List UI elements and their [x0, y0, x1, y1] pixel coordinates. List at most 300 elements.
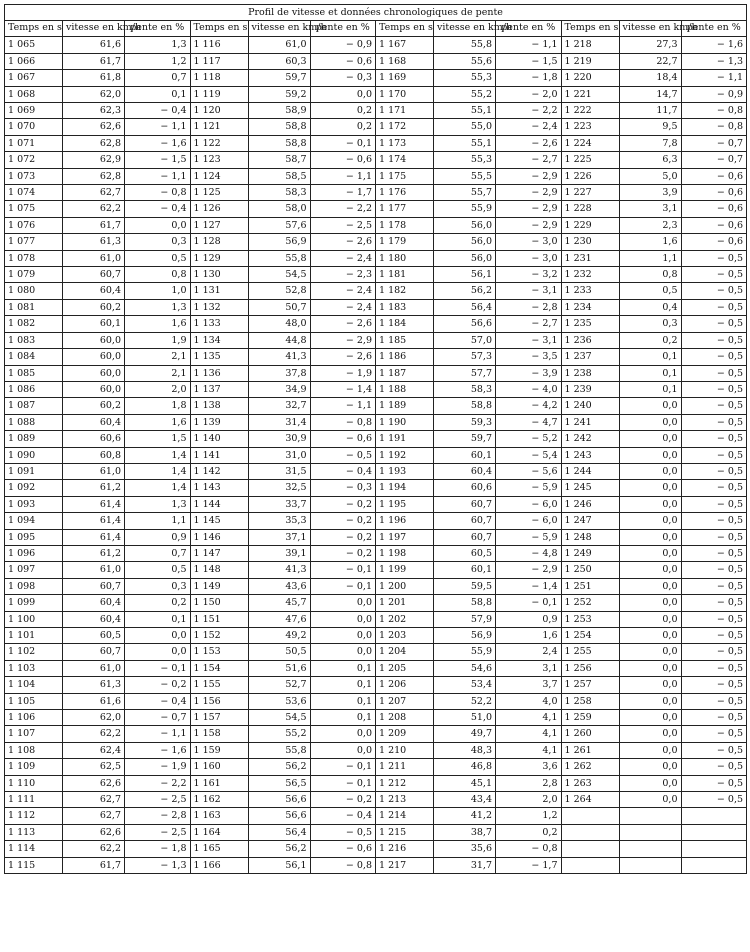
grade-cell: − 2,3	[310, 267, 376, 283]
speed-cell: 61,7	[63, 857, 125, 873]
header-time-3: Temps en s	[376, 21, 434, 37]
grade-cell	[681, 824, 747, 840]
speed-cell: 0,0	[619, 710, 681, 726]
table-row	[5, 414, 747, 430]
time-cell: 1 214	[376, 808, 434, 824]
speed-cell: 11,7	[619, 103, 681, 119]
speed-cell: 61,2	[63, 480, 125, 496]
time-cell: 1 128	[190, 234, 248, 250]
time-cell: 1 173	[376, 135, 434, 151]
header-speed-2: vitesse en km/h	[248, 21, 310, 37]
time-cell: 1 244	[561, 463, 619, 479]
table-row	[5, 135, 747, 151]
speed-cell: 53,6	[248, 693, 310, 709]
time-cell: 1 099	[5, 595, 63, 611]
time-cell: 1 104	[5, 677, 63, 693]
speed-cell: 0,0	[619, 562, 681, 578]
grade-cell: − 0,5	[681, 447, 747, 463]
speed-cell: 0,1	[619, 381, 681, 397]
speed-cell: 62,8	[63, 135, 125, 151]
time-cell: 1 133	[190, 316, 248, 332]
speed-cell: 22,7	[619, 53, 681, 69]
speed-cell: 55,9	[434, 201, 496, 217]
grade-cell: − 0,5	[681, 250, 747, 266]
time-cell: 1 129	[190, 250, 248, 266]
table-row	[5, 217, 747, 233]
speed-cell: 60,0	[63, 365, 125, 381]
speed-cell: 54,6	[434, 660, 496, 676]
time-cell: 1 259	[561, 710, 619, 726]
time-cell: 1 108	[5, 742, 63, 758]
grade-cell: − 0,9	[681, 86, 747, 102]
grade-cell: − 0,1	[310, 135, 376, 151]
time-cell: 1 070	[5, 119, 63, 135]
time-cell: 1 221	[561, 86, 619, 102]
speed-cell: 60,0	[63, 349, 125, 365]
table-row	[5, 349, 747, 365]
grade-cell: − 3,9	[496, 365, 562, 381]
grade-cell: − 0,5	[681, 267, 747, 283]
speed-cell: 0,0	[619, 644, 681, 660]
time-cell: 1 123	[190, 152, 248, 168]
grade-cell: − 1,1	[125, 119, 191, 135]
grade-cell: 4,1	[496, 726, 562, 742]
speed-cell: 55,0	[434, 119, 496, 135]
table-row	[5, 332, 747, 348]
speed-cell: 0,0	[619, 496, 681, 512]
time-cell: 1 262	[561, 759, 619, 775]
table-title: Profil de vitesse et données chronologiques de pente	[5, 5, 747, 21]
speed-cell: 49,7	[434, 726, 496, 742]
time-cell: 1 199	[376, 562, 434, 578]
grade-cell: − 0,3	[310, 70, 376, 86]
table-row	[5, 677, 747, 693]
grade-cell: − 0,5	[681, 431, 747, 447]
time-cell: 1 096	[5, 545, 63, 561]
time-cell: 1 166	[190, 857, 248, 873]
time-cell: 1 251	[561, 578, 619, 594]
table-row	[5, 792, 747, 808]
grade-cell: − 2,4	[310, 283, 376, 299]
grade-cell: − 0,4	[125, 693, 191, 709]
grade-cell: 3,1	[496, 660, 562, 676]
grade-cell: − 0,2	[125, 677, 191, 693]
grade-cell: − 0,2	[310, 545, 376, 561]
table-row	[5, 70, 747, 86]
grade-cell: − 3,1	[496, 332, 562, 348]
speed-cell: 41,3	[248, 349, 310, 365]
time-cell: 1 085	[5, 365, 63, 381]
time-cell: 1 171	[376, 103, 434, 119]
speed-cell: 58,8	[434, 595, 496, 611]
speed-cell: 59,2	[248, 86, 310, 102]
grade-cell: − 0,6	[681, 185, 747, 201]
grade-cell: − 0,5	[681, 463, 747, 479]
grade-cell: − 2,4	[496, 119, 562, 135]
speed-cell: 60,8	[63, 447, 125, 463]
speed-cell: 61,0	[63, 562, 125, 578]
speed-cell: 61,7	[63, 217, 125, 233]
grade-cell: 0,0	[125, 217, 191, 233]
speed-cell: 61,6	[63, 693, 125, 709]
time-cell: 1 202	[376, 611, 434, 627]
time-cell: 1 142	[190, 463, 248, 479]
time-cell: 1 246	[561, 496, 619, 512]
time-cell: 1 215	[376, 824, 434, 840]
time-cell: 1 220	[561, 70, 619, 86]
speed-cell: 50,7	[248, 299, 310, 315]
header-grade-2: pente en %	[310, 21, 376, 37]
speed-cell: 46,8	[434, 759, 496, 775]
grade-cell: 2,0	[496, 792, 562, 808]
grade-cell: − 0,5	[681, 316, 747, 332]
grade-cell: 0,1	[125, 611, 191, 627]
time-cell: 1 260	[561, 726, 619, 742]
grade-cell: − 1,6	[125, 742, 191, 758]
time-cell: 1 079	[5, 267, 63, 283]
grade-cell: 0,1	[125, 86, 191, 102]
speed-cell: 0,0	[619, 595, 681, 611]
time-cell: 1 253	[561, 611, 619, 627]
grade-cell: − 1,1	[310, 398, 376, 414]
time-cell: 1 141	[190, 447, 248, 463]
grade-cell: − 2,5	[310, 217, 376, 233]
time-cell: 1 077	[5, 234, 63, 250]
time-cell: 1 261	[561, 742, 619, 758]
speed-cell: 0,0	[619, 529, 681, 545]
table-row	[5, 250, 747, 266]
grade-cell: − 1,4	[496, 578, 562, 594]
time-cell: 1 185	[376, 332, 434, 348]
table-row	[5, 824, 747, 840]
grade-cell: 0,0	[310, 86, 376, 102]
table-row	[5, 37, 747, 53]
speed-cell: 37,8	[248, 365, 310, 381]
grade-cell: − 2,2	[125, 775, 191, 791]
grade-cell: 4,0	[496, 693, 562, 709]
speed-cell	[619, 808, 681, 824]
grade-cell: 0,2	[310, 119, 376, 135]
time-cell: 1 092	[5, 480, 63, 496]
time-cell: 1 201	[376, 595, 434, 611]
grade-cell: − 0,5	[681, 595, 747, 611]
document	[4, 4, 746, 874]
time-cell: 1 118	[190, 70, 248, 86]
table-row	[5, 513, 747, 529]
grade-cell: − 0,1	[310, 775, 376, 791]
grade-cell: 2,4	[496, 644, 562, 660]
speed-cell: 56,6	[248, 792, 310, 808]
table-row	[5, 119, 747, 135]
speed-cell: 31,5	[248, 463, 310, 479]
speed-cell: 56,0	[434, 250, 496, 266]
grade-cell: − 0,5	[310, 824, 376, 840]
speed-cell: 0,0	[619, 480, 681, 496]
speed-cell: 0,0	[619, 398, 681, 414]
time-cell: 1 188	[376, 381, 434, 397]
grade-cell: 0,2	[125, 595, 191, 611]
speed-cell: 61,3	[63, 677, 125, 693]
time-cell: 1 164	[190, 824, 248, 840]
grade-cell: − 1,1	[496, 37, 562, 53]
time-cell	[561, 824, 619, 840]
speed-cell: 56,2	[434, 283, 496, 299]
speed-cell: 62,2	[63, 201, 125, 217]
speed-cell: 0,0	[619, 726, 681, 742]
time-cell: 1 078	[5, 250, 63, 266]
table-row	[5, 710, 747, 726]
grade-cell: − 5,9	[496, 529, 562, 545]
table-row	[5, 316, 747, 332]
table-body	[5, 37, 747, 874]
time-cell: 1 189	[376, 398, 434, 414]
time-cell: 1 178	[376, 217, 434, 233]
speed-cell: 51,6	[248, 660, 310, 676]
speed-cell: 60,4	[63, 611, 125, 627]
table-row	[5, 168, 747, 184]
speed-cell: 1,1	[619, 250, 681, 266]
grade-cell: − 0,6	[681, 201, 747, 217]
speed-cell: 2,3	[619, 217, 681, 233]
header-time-2: Temps en s	[190, 21, 248, 37]
speed-cell: 62,6	[63, 824, 125, 840]
speed-cell: 57,9	[434, 611, 496, 627]
speed-cell: 58,8	[434, 398, 496, 414]
speed-cell: 0,0	[619, 775, 681, 791]
time-cell: 1 245	[561, 480, 619, 496]
grade-cell: − 0,5	[681, 414, 747, 430]
speed-cell: 43,6	[248, 578, 310, 594]
grade-cell: − 0,5	[681, 332, 747, 348]
speed-cell: 58,5	[248, 168, 310, 184]
time-cell: 1 172	[376, 119, 434, 135]
time-cell: 1 208	[376, 710, 434, 726]
speed-cell: 62,7	[63, 185, 125, 201]
time-cell: 1 144	[190, 496, 248, 512]
grade-cell: 1,2	[496, 808, 562, 824]
speed-cell: 56,0	[434, 234, 496, 250]
time-cell	[561, 857, 619, 873]
grade-cell: − 0,5	[681, 349, 747, 365]
header-grade-1: pente en %	[125, 21, 191, 37]
speed-cell: 58,3	[248, 185, 310, 201]
grade-cell: − 1,5	[125, 152, 191, 168]
time-cell: 1 100	[5, 611, 63, 627]
grade-cell: 0,3	[125, 234, 191, 250]
grade-cell: 1,8	[125, 398, 191, 414]
grade-cell: 1,4	[125, 480, 191, 496]
grade-cell: − 0,3	[310, 480, 376, 496]
table-row	[5, 693, 747, 709]
grade-cell: − 0,1	[310, 578, 376, 594]
speed-cell: 60,7	[63, 267, 125, 283]
time-cell: 1 247	[561, 513, 619, 529]
time-cell: 1 195	[376, 496, 434, 512]
speed-cell: 54,5	[248, 710, 310, 726]
speed-cell: 45,7	[248, 595, 310, 611]
speed-cell: 56,6	[434, 316, 496, 332]
time-cell: 1 083	[5, 332, 63, 348]
grade-cell: 1,5	[125, 431, 191, 447]
time-cell: 1 238	[561, 365, 619, 381]
time-cell: 1 223	[561, 119, 619, 135]
grade-cell: 1,3	[125, 496, 191, 512]
header-grade-3: pente en %	[496, 21, 562, 37]
speed-cell: 56,2	[248, 759, 310, 775]
grade-cell: − 2,9	[496, 562, 562, 578]
speed-cell: 45,1	[434, 775, 496, 791]
grade-cell: − 0,8	[496, 841, 562, 857]
time-cell: 1 229	[561, 217, 619, 233]
grade-cell: 0,2	[310, 103, 376, 119]
speed-cell: 0,8	[619, 267, 681, 283]
time-cell: 1 210	[376, 742, 434, 758]
speed-cell: 56,9	[434, 628, 496, 644]
time-cell: 1 207	[376, 693, 434, 709]
speed-cell: 62,0	[63, 86, 125, 102]
speed-cell: 60,7	[63, 578, 125, 594]
time-cell: 1 228	[561, 201, 619, 217]
grade-cell: 1,3	[125, 299, 191, 315]
speed-cell: 0,0	[619, 611, 681, 627]
grade-cell: − 5,6	[496, 463, 562, 479]
grade-cell: − 0,1	[496, 595, 562, 611]
speed-cell: 0,0	[619, 447, 681, 463]
speed-cell: 52,8	[248, 283, 310, 299]
speed-cell: 62,8	[63, 168, 125, 184]
speed-cell: 0,0	[619, 431, 681, 447]
grade-cell: − 0,6	[681, 168, 747, 184]
time-cell: 1 110	[5, 775, 63, 791]
grade-cell: − 0,4	[125, 103, 191, 119]
time-cell: 1 203	[376, 628, 434, 644]
grade-cell: − 1,1	[310, 168, 376, 184]
time-cell: 1 237	[561, 349, 619, 365]
time-cell: 1 082	[5, 316, 63, 332]
speed-cell: 62,2	[63, 726, 125, 742]
time-cell: 1 168	[376, 53, 434, 69]
speed-cell: 62,3	[63, 103, 125, 119]
grade-cell: 0,0	[125, 628, 191, 644]
grade-cell: 1,3	[125, 37, 191, 53]
grade-cell: 0,5	[125, 562, 191, 578]
speed-cell: 57,0	[434, 332, 496, 348]
grade-cell: 0,1	[310, 710, 376, 726]
speed-cell: 52,2	[434, 693, 496, 709]
time-cell: 1 105	[5, 693, 63, 709]
time-cell: 1 162	[190, 792, 248, 808]
grade-cell: 1,9	[125, 332, 191, 348]
grade-cell: − 0,5	[681, 513, 747, 529]
time-cell: 1 072	[5, 152, 63, 168]
speed-cell: 56,9	[248, 234, 310, 250]
time-cell: 1 197	[376, 529, 434, 545]
grade-cell: 1,6	[496, 628, 562, 644]
time-cell: 1 093	[5, 496, 63, 512]
grade-cell: − 2,7	[496, 316, 562, 332]
speed-cell: 60,4	[63, 595, 125, 611]
time-cell: 1 198	[376, 545, 434, 561]
time-cell: 1 140	[190, 431, 248, 447]
grade-cell: − 2,6	[496, 135, 562, 151]
time-cell: 1 068	[5, 86, 63, 102]
time-cell: 1 138	[190, 398, 248, 414]
grade-cell: − 0,5	[681, 283, 747, 299]
grade-cell: 0,1	[310, 660, 376, 676]
time-cell: 1 234	[561, 299, 619, 315]
header-speed-4: vitesse en km/h	[619, 21, 681, 37]
speed-cell: 62,9	[63, 152, 125, 168]
time-cell: 1 135	[190, 349, 248, 365]
grade-cell: − 1,7	[310, 185, 376, 201]
grade-cell: − 4,2	[496, 398, 562, 414]
time-cell: 1 067	[5, 70, 63, 86]
speed-cell: 61,0	[63, 463, 125, 479]
time-cell: 1 174	[376, 152, 434, 168]
speed-cell: 60,4	[434, 463, 496, 479]
speed-cell: 60,4	[63, 414, 125, 430]
speed-cell	[619, 857, 681, 873]
grade-cell: 2,1	[125, 365, 191, 381]
speed-cell: 32,7	[248, 398, 310, 414]
time-cell: 1 146	[190, 529, 248, 545]
grade-cell: − 0,6	[310, 841, 376, 857]
grade-cell: 0,7	[125, 70, 191, 86]
time-cell: 1 241	[561, 414, 619, 430]
speed-cell: 38,7	[434, 824, 496, 840]
speed-cell: 9,5	[619, 119, 681, 135]
speed-cell: 0,0	[619, 628, 681, 644]
table-row	[5, 660, 747, 676]
grade-cell: − 1,1	[125, 168, 191, 184]
grade-cell: − 0,5	[681, 496, 747, 512]
grade-cell: − 0,5	[681, 529, 747, 545]
time-cell: 1 190	[376, 414, 434, 430]
grade-cell: − 0,6	[310, 152, 376, 168]
grade-cell: 2,1	[125, 349, 191, 365]
speed-cell: 61,2	[63, 545, 125, 561]
time-cell: 1 069	[5, 103, 63, 119]
speed-cell: 50,5	[248, 644, 310, 660]
speed-cell: 0,0	[619, 759, 681, 775]
table-row	[5, 726, 747, 742]
table-row	[5, 463, 747, 479]
time-cell: 1 209	[376, 726, 434, 742]
grade-cell: − 0,2	[310, 496, 376, 512]
header-time-4: Temps en s	[561, 21, 619, 37]
time-cell: 1 091	[5, 463, 63, 479]
speed-cell: 62,0	[63, 710, 125, 726]
time-cell: 1 236	[561, 332, 619, 348]
grade-cell: − 2,5	[125, 824, 191, 840]
time-cell: 1 115	[5, 857, 63, 873]
speed-cell: 55,5	[434, 168, 496, 184]
speed-cell: 0,0	[619, 545, 681, 561]
table-row	[5, 447, 747, 463]
time-cell: 1 124	[190, 168, 248, 184]
speed-cell: 30,9	[248, 431, 310, 447]
speed-cell: 62,6	[63, 119, 125, 135]
speed-cell: 56,5	[248, 775, 310, 791]
grade-cell: − 1,8	[125, 841, 191, 857]
grade-cell: − 0,2	[310, 513, 376, 529]
table-row	[5, 611, 747, 627]
time-cell: 1 216	[376, 841, 434, 857]
speed-cell: 0,0	[619, 693, 681, 709]
table-row	[5, 398, 747, 414]
time-cell: 1 175	[376, 168, 434, 184]
time-cell: 1 136	[190, 365, 248, 381]
